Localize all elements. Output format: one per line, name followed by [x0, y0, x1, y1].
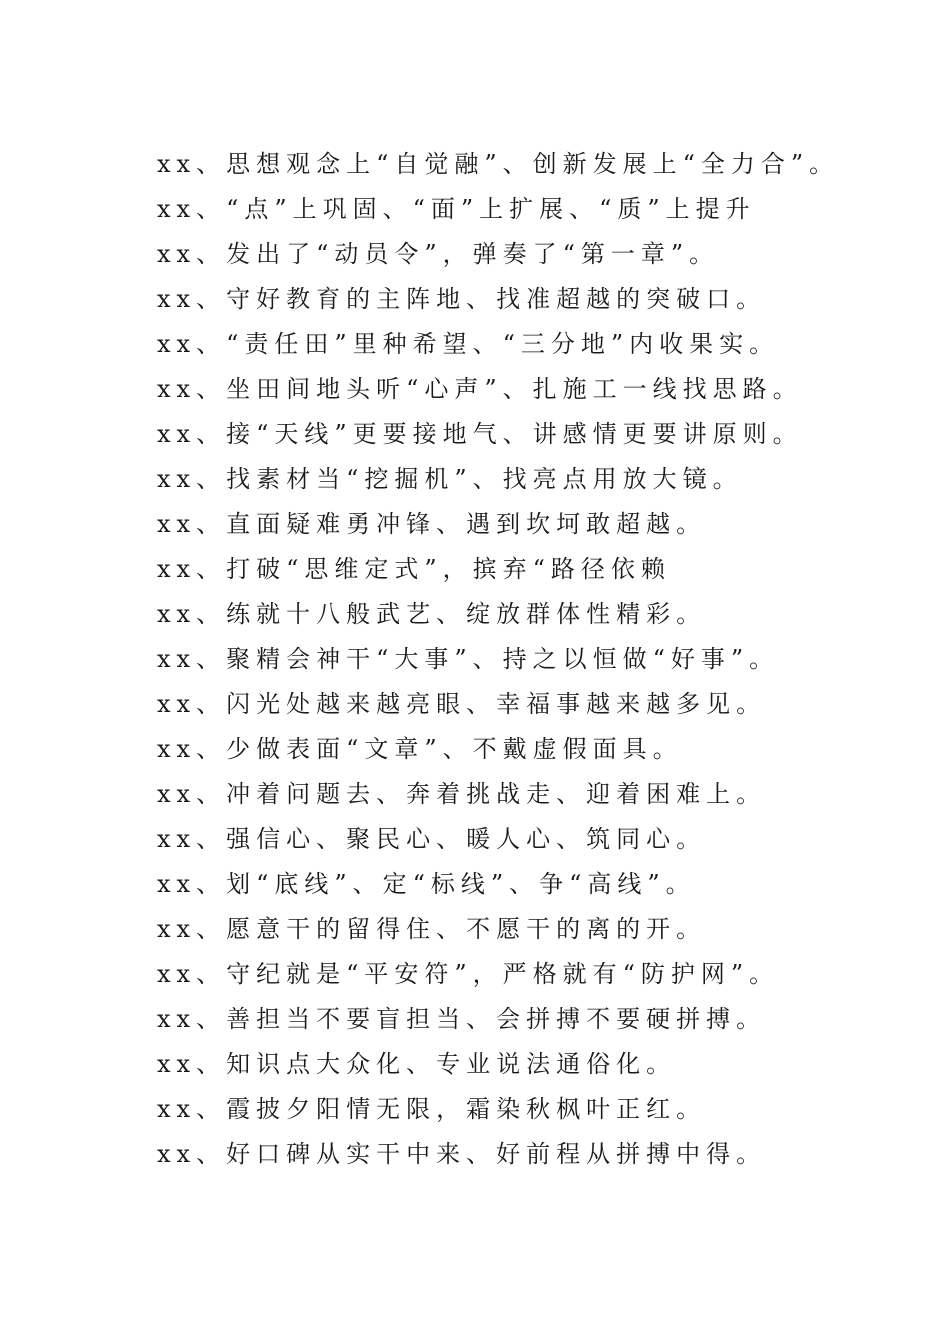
text-line: xx、冲着问题去、奔着挑战走、迎着困难上。	[157, 780, 767, 808]
text-line: xx、善担当不要盲担当、会拼搏不要硬拼搏。	[157, 1005, 767, 1033]
document-body	[157, 142, 877, 1177]
text-line: xx、聚精会神干“大事”、持之以恒做“好事”。	[157, 645, 780, 673]
text-line: xx、强信心、聚民心、暖人心、筑同心。	[157, 825, 707, 853]
text-line: xx、直面疑难勇冲锋、遇到坎坷敢超越。	[157, 510, 707, 538]
text-line: xx、守纪就是“平安符”，严格就有“防护网”。	[157, 960, 780, 988]
text-line: xx、愿意干的留得住、不愿干的离的开。	[157, 915, 707, 943]
text-line: xx、练就十八般武艺、绽放群体性精彩。	[157, 600, 707, 628]
text-line: xx、少做表面“文章”、不戴虚假面具。	[157, 735, 683, 763]
text-line: xx、守好教育的主阵地、找准超越的突破口。	[157, 285, 767, 313]
text-line: xx、好口碑从实干中来、好前程从拼搏中得。	[157, 1140, 767, 1168]
text-line: xx、坐田间地头听“心声”、扎施工一线找思路。	[157, 375, 803, 403]
text-line: xx、发出了“动员令”，弹奏了“第一章”。	[157, 240, 720, 268]
text-line: xx、找素材当“挖掘机”、找亮点用放大镜。	[157, 465, 743, 493]
text-line: xx、“点”上巩固、“面”上扩展、“质”上提升	[157, 195, 756, 223]
text-line: xx、知识点大众化、专业说法通俗化。	[157, 1050, 677, 1078]
text-line: xx、闪光处越来越亮眼、幸福事越来越多见。	[157, 690, 767, 718]
text-line: xx、划“底线”、定“标线”、争“高线”。	[157, 870, 696, 898]
text-line: xx、打破“思维定式”，摈弃“路径依赖	[157, 555, 671, 583]
text-line: xx、接“天线”更要接地气、讲感情更要讲原则。	[157, 420, 803, 448]
text-line: xx、思想观念上“自觉融”、创新发展上“全力合”。	[157, 150, 840, 178]
text-line: xx、霞披夕阳情无限，霜染秋枫叶正红。	[157, 1095, 707, 1123]
text-line: xx、“责任田”里种希望、“三分地”内收果实。	[157, 330, 780, 358]
